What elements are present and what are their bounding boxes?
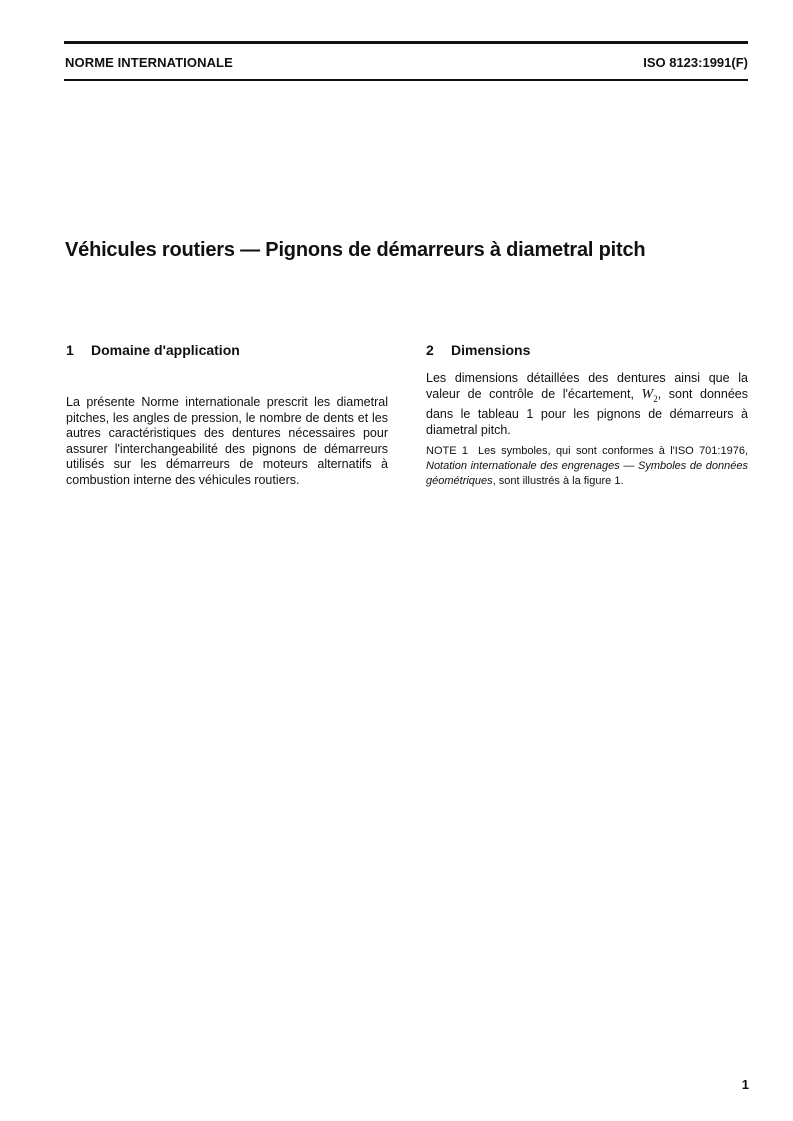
section-2-paragraph — [426, 371, 748, 438]
note-1 — [426, 444, 748, 489]
page-number: 1 — [741, 1077, 749, 1092]
spacing-symbol — [642, 387, 658, 402]
section-2-number: 2 — [426, 342, 434, 358]
section-1-heading — [66, 342, 240, 358]
header-standard-type: NORME INTERNATIONALE — [65, 55, 233, 70]
header-top-rule — [64, 41, 748, 44]
section-2-text-start: Les dimensions détaillées des dentures ainsi que la valeur de contrôle de l'écartement, — [426, 371, 748, 401]
section-2-heading — [426, 342, 530, 358]
header-bottom-rule — [64, 79, 748, 81]
spacing-symbol-letter: W — [641, 386, 654, 402]
section-1-title: Domaine d'application — [91, 342, 240, 358]
section-2-title: Dimensions — [451, 342, 531, 358]
header-document-id: ISO 8123:1991(F) — [643, 55, 748, 70]
section-1-number: 1 — [66, 342, 74, 358]
section-2-text-end: , sont données dans le tableau 1 pour les pignons de démarreurs à diametral pitch. — [426, 386, 748, 437]
note-1-reference-title: Notation internationale des engrenages — Symboles de données géométriques — [426, 460, 748, 487]
note-1-text-end: , sont illustrés à la figure 1. — [492, 475, 624, 487]
spacing-symbol-subscript: 2 — [653, 393, 658, 404]
document-title: Véhicules routiers — Pignons de démarreurs à diametral pitch — [65, 239, 646, 261]
section-1-paragraph: La présente Norme internationale prescrit les diametral pitches, les angles de pression, le nombre de dents et les autres caractéristiques des dentures nécessaires pour assurer l'interchangeabilité des pignons de démarreurs utilisés sur les démarreurs de moteurs alternatifs à combustion interne des véhicules routiers. — [66, 395, 388, 487]
note-1-text-start: Les symboles, qui sont conformes à l'ISO 701:1976, — [478, 445, 748, 457]
note-1-label: NOTE 1 — [426, 445, 469, 457]
